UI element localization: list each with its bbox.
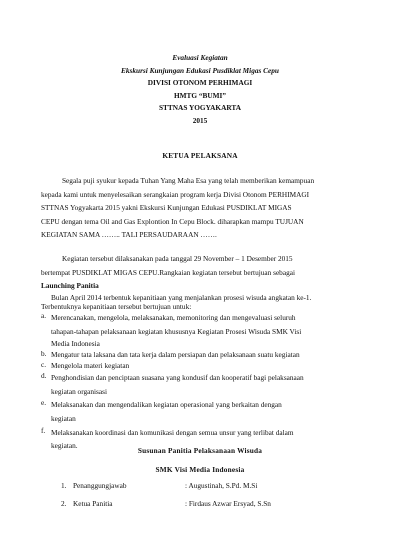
row-value: : Augustinah, S.Pd. M.Si xyxy=(185,481,258,490)
committee-list xyxy=(61,479,361,511)
list-item-line: Media Indonesia xyxy=(51,339,100,349)
paragraph-line: CEPU dengan tema Oil and Gas Explontion In Cepu Block. diharapkan mampu TUJUAN xyxy=(41,216,304,226)
committee-intro xyxy=(41,293,373,312)
list-item-line: Penghondisian dan penciptaan suasana yang kondusif dan kooperatif bagi pelaksanaan xyxy=(51,373,304,383)
objectives-list xyxy=(41,311,373,453)
paragraph-line: KEGIATAN SAMA …….. TALI PERSAUDARAAN ……. xyxy=(41,230,217,240)
list-marker: e. xyxy=(41,398,47,408)
paragraph-line: bertempat PUSDIKLAT MIGAS CEPU.Rangkaian kegiatan tersebut bertujuan sebagai xyxy=(41,267,295,277)
doc-title: Evaluasi Kegiatan xyxy=(172,53,228,62)
list-marker: a. xyxy=(41,311,47,320)
row-role: Penanggungjawab xyxy=(73,481,127,490)
row-role: Ketua Panitia xyxy=(73,499,113,508)
list-item-line: kegiatan. xyxy=(51,441,78,451)
list-marker: b. xyxy=(41,349,47,359)
row-number: 1. xyxy=(61,481,67,490)
list-item-line: Melaksanakan koordinasi dan komunikasi dengan semua unsur yang terlibat dalam xyxy=(51,427,294,437)
opening-paragraph xyxy=(41,174,373,242)
paragraph-line: kepada kami untuk menyelesaikan serangkaian program kerja Divisi Otonom PERHIMAGI xyxy=(41,189,310,199)
list-item-line: Melaksanakan dan mengendalikan kegiatan operasional yang berkaitan dengan xyxy=(51,400,282,410)
event-paragraph xyxy=(41,252,373,293)
list-item xyxy=(41,398,373,425)
year: 2015 xyxy=(192,115,208,125)
paragraph-line: Terbentuknya kepanitiaan tersebut bertujuan untuk: xyxy=(41,302,192,312)
paragraph-line: Kegiatan tersebut dilaksanakan pada tanggal 29 November – 1 Desember 2015 xyxy=(62,254,293,263)
row-number: 2. xyxy=(61,499,67,508)
list-marker: d. xyxy=(41,371,47,381)
paragraph-line: STTNAS Yogyakarta 2015 yakni Ekskursi Kunjungan Edukasi PUSDIKLAT MIGAS xyxy=(41,203,292,213)
committee-row xyxy=(61,497,361,511)
list-item xyxy=(41,349,373,360)
list-item-line: tahapan-tahapan pelaksanaan kegiatan khususnya Kegiatan Prosesi Wisuda SMK Visi xyxy=(51,326,302,336)
list-item-line: kegiatan xyxy=(51,413,76,423)
list-item xyxy=(41,311,373,349)
list-item-line: kegiatan organisasi xyxy=(51,386,107,396)
school-heading: SMK Visi Media Indonesia xyxy=(155,465,245,474)
division-name: DIVISI OTONOM PERHIMAGI xyxy=(147,78,253,88)
paragraph-line: Bulan April 2014 terbentuk kepanitiaan yang menjalankan prosesi wisuda angkatan ke-1. xyxy=(51,293,312,302)
paragraph-line: Segala puji syukur kepada Tuhan Yang Maha Esa yang telah memberikan kemampuan xyxy=(62,176,315,185)
list-item xyxy=(41,360,373,371)
row-value: : Firdaus Azwar Ersyad, S.Sn xyxy=(185,499,271,508)
institution-name: STTNAS YOGYAKARTA xyxy=(159,103,241,113)
list-item xyxy=(41,371,373,398)
list-marker: f. xyxy=(41,425,46,435)
launching-heading: Launching Panitia xyxy=(41,281,99,291)
committee-row xyxy=(61,479,361,493)
list-item-line: Mengatur tata laksana dan tata kerja dalam persiapan dan pelaksanaan suatu kegiatan xyxy=(51,350,300,360)
list-marker: c. xyxy=(41,360,47,370)
section-heading-ketua: KETUA PELAKSANA xyxy=(162,151,238,160)
committee-heading: Susunan Panitia Pelaksanaan Wisuda xyxy=(137,446,263,455)
organization-name: HMTG “BUMI” xyxy=(173,90,227,100)
title-block xyxy=(0,52,400,128)
doc-subtitle: Ekskursi Kunjungan Edukasi Pusdiklat Migas Cepu xyxy=(121,65,279,75)
list-item-line: Merencanakan, mengelola, melaksanakan, memonitoring dan mengevaluasi seluruh xyxy=(51,313,296,322)
list-item-line: Mengelola materi kegiatan xyxy=(51,361,130,371)
